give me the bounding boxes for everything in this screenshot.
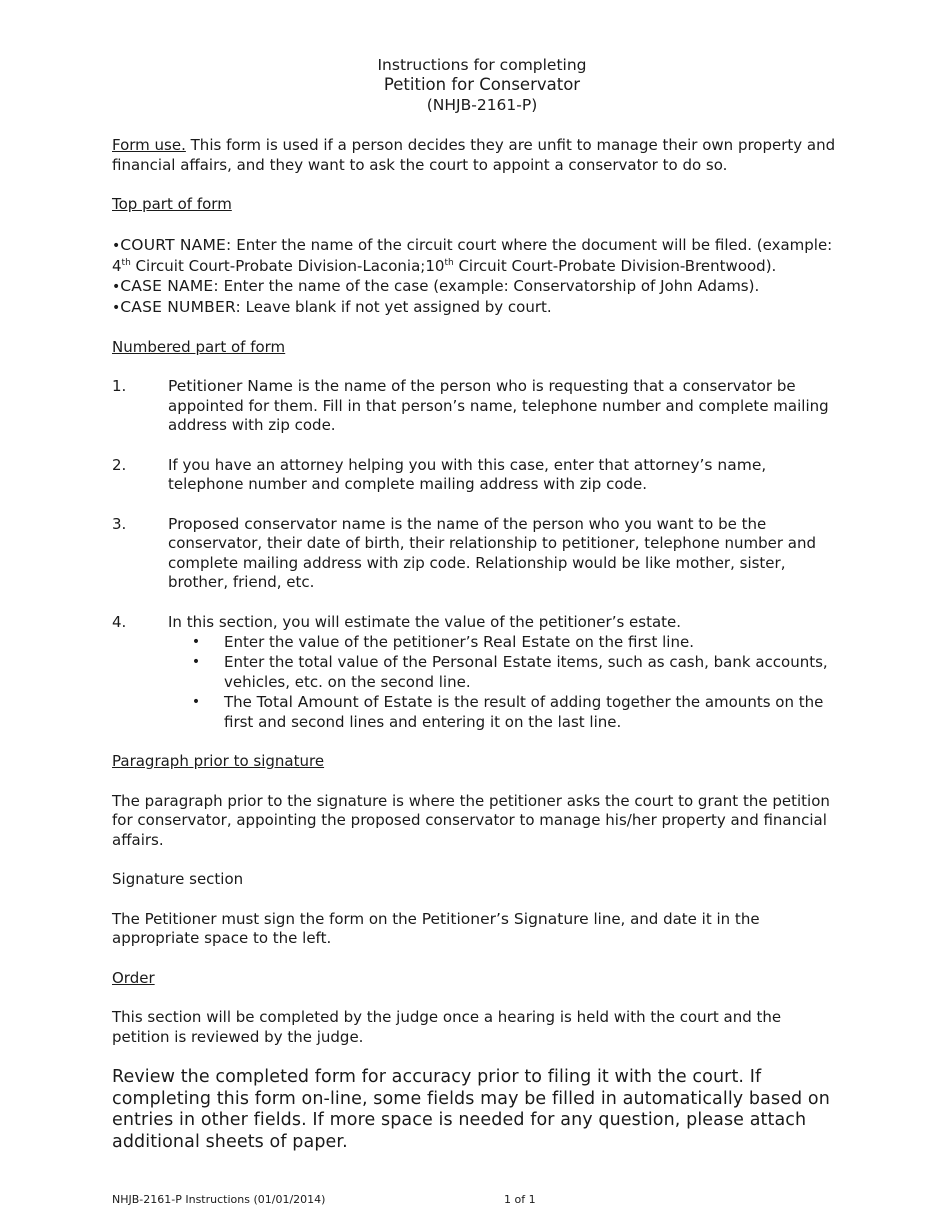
- signature-post: line, and date it in the appropriate space to the left.: [112, 909, 760, 947]
- estate-sub-list: [168, 632, 840, 732]
- court-name-item: [112, 235, 840, 276]
- court-name-text-b: Circuit Court-Probate Division-Laconia;10: [130, 256, 445, 275]
- signature-pre: The Petitioner must sign the form on the: [112, 909, 422, 928]
- paragraph-prior-heading: Paragraph prior to signature: [112, 752, 325, 770]
- bullet-icon: •: [112, 237, 121, 254]
- sub-post: items, such as cash, bank accounts, vehicles, etc. on the second line.: [224, 653, 828, 691]
- sub-item-real-estate: [168, 632, 840, 652]
- header-title: Petition for Conservator: [383, 75, 581, 94]
- court-name-label: COURT NAME:: [120, 235, 232, 254]
- item-text: In this section, you will estimate the value of the petitioner’s estate.: [168, 612, 682, 631]
- item-text: is the name of the person who you want to be the conservator, their date of birth, their relationship to petitioner, telephone number and complete mailing address with zip code. Relationship would be like mother, sister, brother, friend, etc.: [168, 514, 816, 591]
- sub-pre: Enter the total value of the: [224, 653, 432, 671]
- sub-lead: Real Estate: [483, 633, 571, 651]
- signature-lead: Petitioner’s Signature: [421, 909, 589, 928]
- sub-pre: Enter the value of the petitioner’s: [224, 633, 484, 651]
- case-name-label: CASE NAME:: [120, 276, 219, 295]
- sub-post: is the result of adding together the amounts on the first and second lines and entering it on the last line.: [224, 693, 824, 731]
- sub-post: on the first line.: [570, 633, 694, 651]
- sub-item-total-estate: [168, 692, 840, 732]
- court-name-text-a: Enter the name of the circuit court where the document will be filed. (example: 4: [112, 235, 833, 275]
- item-number: 2.: [112, 455, 127, 474]
- form-use-label: Form use.: [112, 136, 186, 154]
- item-number: 3.: [112, 514, 127, 533]
- item-lead: Petitioner Name: [168, 377, 293, 395]
- case-name-item: [112, 276, 840, 297]
- bullet-icon: •: [191, 634, 201, 650]
- order-heading: Order: [112, 968, 155, 987]
- numbered-heading: Numbered part of form: [112, 337, 286, 356]
- bullet-icon: •: [191, 654, 201, 670]
- document-header: [124, 55, 840, 115]
- sub-item-personal-estate: [168, 652, 840, 692]
- sub-pre: The: [224, 693, 257, 711]
- item-number: 4.: [112, 612, 127, 631]
- bullet-icon: •: [112, 299, 121, 316]
- item-lead: attorney’s name: [633, 455, 762, 474]
- signature-text: [112, 910, 840, 949]
- order-text: This section will be completed by the judge once a hearing is held with the court and the petition is reviewed by the judge.: [112, 1008, 782, 1046]
- top-part-heading: Top part of form: [112, 195, 232, 213]
- final-note: Review the completed form for accuracy prior to filing it with the court. If completing this form on-line, some fields may be filled in automatically based on entries in other fields. If more space is needed for any question, please attach additional sheets of paper.: [112, 1067, 830, 1152]
- item-number: 1.: [112, 377, 127, 395]
- form-use-text: This form is used if a person decides they are unfit to manage their own property and financial affairs, and they want to ask the court to appoint a conservator to do so.: [112, 136, 836, 174]
- numbered-item-3: [112, 515, 840, 593]
- superscript-2: th: [444, 257, 454, 268]
- item-pre: If you have an attorney helping you with this case, enter that: [168, 455, 634, 474]
- header-line-1: Instructions for completing: [377, 56, 587, 74]
- sub-lead: Total Amount of Estate: [256, 693, 433, 711]
- item-text: is the name of the person who is requesting that a conservator be appointed for them. Fill in that person’s name, telephone number and complete mailing address with zip code.: [168, 377, 829, 434]
- top-part-list: [112, 235, 840, 318]
- bullet-icon: •: [112, 278, 121, 295]
- case-number-label: CASE NUMBER:: [120, 297, 241, 316]
- item-text: , telephone number and complete mailing address with zip code.: [168, 455, 767, 493]
- paragraph-prior-text: The paragraph prior to the signature is where the petitioner asks the court to grant the petition for conservator, appointing the proposed conservator to manage his/her property and financial affairs.: [112, 791, 830, 849]
- case-number-text: Leave blank if not yet assigned by court.: [240, 297, 552, 316]
- footer-form-id: NHJB-2161-P Instructions (01/01/2014): [112, 1193, 326, 1206]
- document-page: [112, 55, 840, 1153]
- footer-page-number: 1 of 1: [504, 1193, 536, 1206]
- superscript-1: th: [121, 257, 131, 268]
- sub-lead: Personal Estate: [431, 653, 552, 671]
- case-name-text: Enter the name of the case (example: Conservatorship of John Adams).: [218, 276, 760, 295]
- header-form-code: (NHJB-2161-P): [426, 96, 538, 114]
- bullet-icon: •: [191, 694, 201, 710]
- case-number-item: [112, 297, 840, 318]
- numbered-item-1: [112, 377, 840, 436]
- numbered-item-2: [112, 456, 840, 495]
- court-name-text-c: Circuit Court-Probate Division-Brentwood).: [453, 256, 777, 275]
- item-lead: Proposed conservator name: [168, 514, 386, 533]
- numbered-item-4: [112, 613, 840, 733]
- signature-heading: Signature section: [112, 870, 244, 888]
- form-use-paragraph: [112, 136, 840, 175]
